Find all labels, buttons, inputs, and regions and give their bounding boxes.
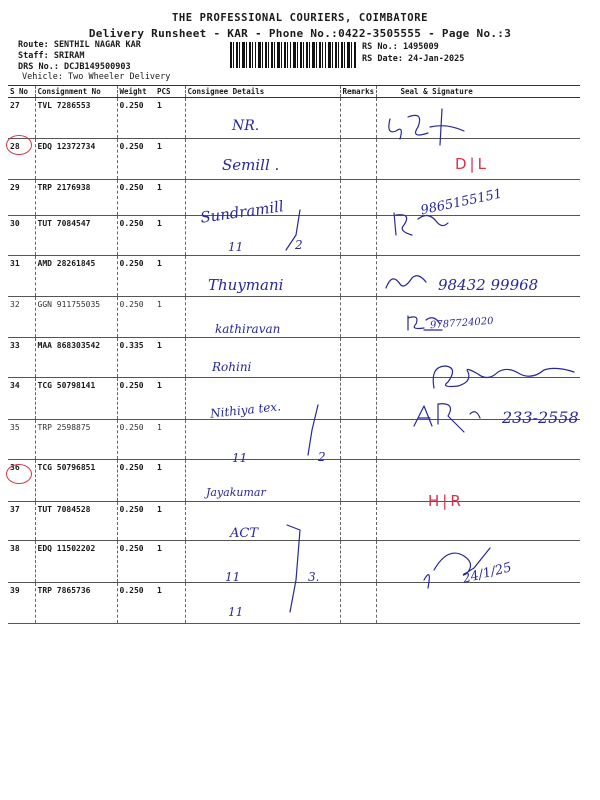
row-weight: 0.250	[117, 256, 155, 297]
table-row	[8, 98, 580, 139]
hand-count-35: 2	[318, 450, 326, 464]
hand-count-30: 2	[295, 238, 303, 252]
row-weight: 0.250	[117, 378, 155, 420]
remark-dl: D|L	[455, 155, 489, 173]
row-pcs: 1	[155, 420, 185, 460]
circle-mark-36	[6, 464, 32, 484]
row-weight: 0.250	[117, 583, 155, 624]
hand-thuymani: Thuymani	[208, 276, 284, 294]
hand-nr: NR.	[232, 118, 260, 134]
row-remarks	[340, 139, 376, 180]
row-sno: 28	[8, 139, 35, 180]
vehicle-label: Vehicle: Two Wheeler Delivery	[22, 72, 171, 82]
row-pcs: 1	[155, 256, 185, 297]
row-pcs: 1	[155, 216, 185, 256]
hand-ditto-30: 11	[228, 240, 244, 254]
row-weight: 0.250	[117, 98, 155, 139]
col-weight: Weight	[117, 86, 155, 98]
company-title: THE PROFESSIONAL COURIERS, COIMBATORE	[171, 12, 429, 24]
hand-count-38: 3.	[308, 570, 320, 584]
row-consignment: TCG 50796851	[35, 460, 117, 502]
route-label: Route: SENTHIL NAGAR KAR	[18, 40, 141, 50]
row-sno: 32	[8, 297, 35, 338]
phone-34: 233-2558	[502, 408, 579, 427]
date-38: 24/1/25	[460, 560, 514, 587]
table-header-row	[8, 86, 580, 98]
drs-number: DRS No.: DCJB149500903	[18, 62, 131, 72]
hand-sundramill: Sundramill	[199, 197, 285, 227]
runsheet-title: Delivery Runsheet - KAR - Phone No.:0422-3505555 - Page No.:3	[88, 27, 512, 40]
row-consignee	[185, 98, 340, 139]
row-weight: 0.250	[117, 297, 155, 338]
row-remarks	[340, 297, 376, 338]
phone-31: 98432 99968	[438, 276, 539, 294]
hand-rohini: Rohini	[212, 360, 252, 374]
row-consignment: TRP 7865736	[35, 583, 117, 624]
col-consignment: Consignment No	[35, 86, 117, 98]
row-remarks	[340, 338, 376, 378]
row-sno: 33	[8, 338, 35, 378]
row-sno: 31	[8, 256, 35, 297]
signature-27	[384, 105, 474, 153]
row-consignment: MAA 868303542	[35, 338, 117, 378]
row-consignment: TCG 50798141	[35, 378, 117, 420]
hand-act: ACT	[230, 526, 259, 541]
rs-date: RS Date: 24-Jan-2025	[362, 54, 465, 64]
row-remarks	[340, 420, 376, 460]
signature-31	[382, 268, 432, 292]
row-pcs: 1	[155, 297, 185, 338]
row-sno: 27	[8, 98, 35, 139]
row-pcs: 1	[155, 502, 185, 541]
row-weight: 0.250	[117, 420, 155, 460]
row-consignment: EDQ 12372734	[35, 139, 117, 180]
hand-ditto-35: 11	[232, 451, 248, 465]
col-signature: Seal & Signature	[376, 86, 580, 98]
row-weight: 0.250	[117, 502, 155, 541]
row-weight: 0.250	[117, 541, 155, 583]
circle-mark-28	[6, 135, 32, 155]
row-signature	[376, 502, 580, 541]
col-pcs: PCS	[155, 86, 185, 98]
row-sno: 39	[8, 583, 35, 624]
row-remarks	[340, 378, 376, 420]
row-sno: 34	[8, 378, 35, 420]
row-pcs: 1	[155, 378, 185, 420]
row-weight: 0.250	[117, 180, 155, 216]
rs-number: RS No.: 1495009	[362, 42, 439, 52]
row-weight: 0.250	[117, 216, 155, 256]
bracket-strokes	[280, 200, 320, 460]
row-consignment: TVL 7286553	[35, 98, 117, 139]
phone-32: 9787724020	[429, 315, 494, 332]
row-pcs: 1	[155, 98, 185, 139]
row-consignee	[185, 502, 340, 541]
row-remarks	[340, 583, 376, 624]
col-sno: S No	[8, 86, 35, 98]
row-sno: 35	[8, 420, 35, 460]
row-weight: 0.335	[117, 338, 155, 378]
table-row	[8, 139, 580, 180]
hand-semill: Semill .	[222, 156, 280, 174]
row-pcs: 1	[155, 338, 185, 378]
row-pcs: 1	[155, 541, 185, 583]
row-pcs: 1	[155, 139, 185, 180]
row-consignment: TUT 7084547	[35, 216, 117, 256]
row-pcs: 1	[155, 180, 185, 216]
row-remarks	[340, 98, 376, 139]
hand-ditto-39: 11	[228, 605, 244, 619]
hand-jayakumar: Jayakumar	[206, 486, 266, 499]
row-remarks	[340, 502, 376, 541]
row-sno: 36	[8, 460, 35, 502]
row-remarks	[340, 256, 376, 297]
col-remarks: Remarks	[340, 86, 376, 98]
row-remarks	[340, 216, 376, 256]
hand-nithiyatex: Nithiya tex.	[209, 399, 282, 421]
row-weight: 0.250	[117, 460, 155, 502]
row-consignment: AMD 28261845	[35, 256, 117, 297]
row-remarks	[340, 180, 376, 216]
row-consignment: TRP 2176938	[35, 180, 117, 216]
row-sno: 30	[8, 216, 35, 256]
row-signature	[376, 460, 580, 502]
row-consignment: GGN 911755035	[35, 297, 117, 338]
signature-34	[410, 398, 490, 436]
row-weight: 0.250	[117, 139, 155, 180]
signature-33	[428, 360, 578, 392]
row-pcs: 1	[155, 460, 185, 502]
row-consignment: EDQ 11502202	[35, 541, 117, 583]
row-remarks	[340, 541, 376, 583]
bracket-38	[282, 520, 312, 620]
hand-kathiravan: kathiravan	[215, 322, 281, 336]
row-remarks	[340, 460, 376, 502]
row-sno: 37	[8, 502, 35, 541]
col-consignee: Consignee Details	[185, 86, 340, 98]
row-sno: 29	[8, 180, 35, 216]
staff-label: Staff: SRIRAM	[18, 51, 85, 61]
row-pcs: 1	[155, 583, 185, 624]
row-consignment: TUT 7084528	[35, 502, 117, 541]
row-consignment: TRP 2598875	[35, 420, 117, 460]
hand-ditto-38: 11	[225, 570, 241, 584]
row-consignee	[185, 583, 340, 624]
table-row	[8, 460, 580, 502]
remark-hr: H|R	[428, 492, 464, 510]
barcode-image	[230, 42, 356, 68]
phone-30: 9865155151	[419, 186, 504, 219]
row-sno: 38	[8, 541, 35, 583]
